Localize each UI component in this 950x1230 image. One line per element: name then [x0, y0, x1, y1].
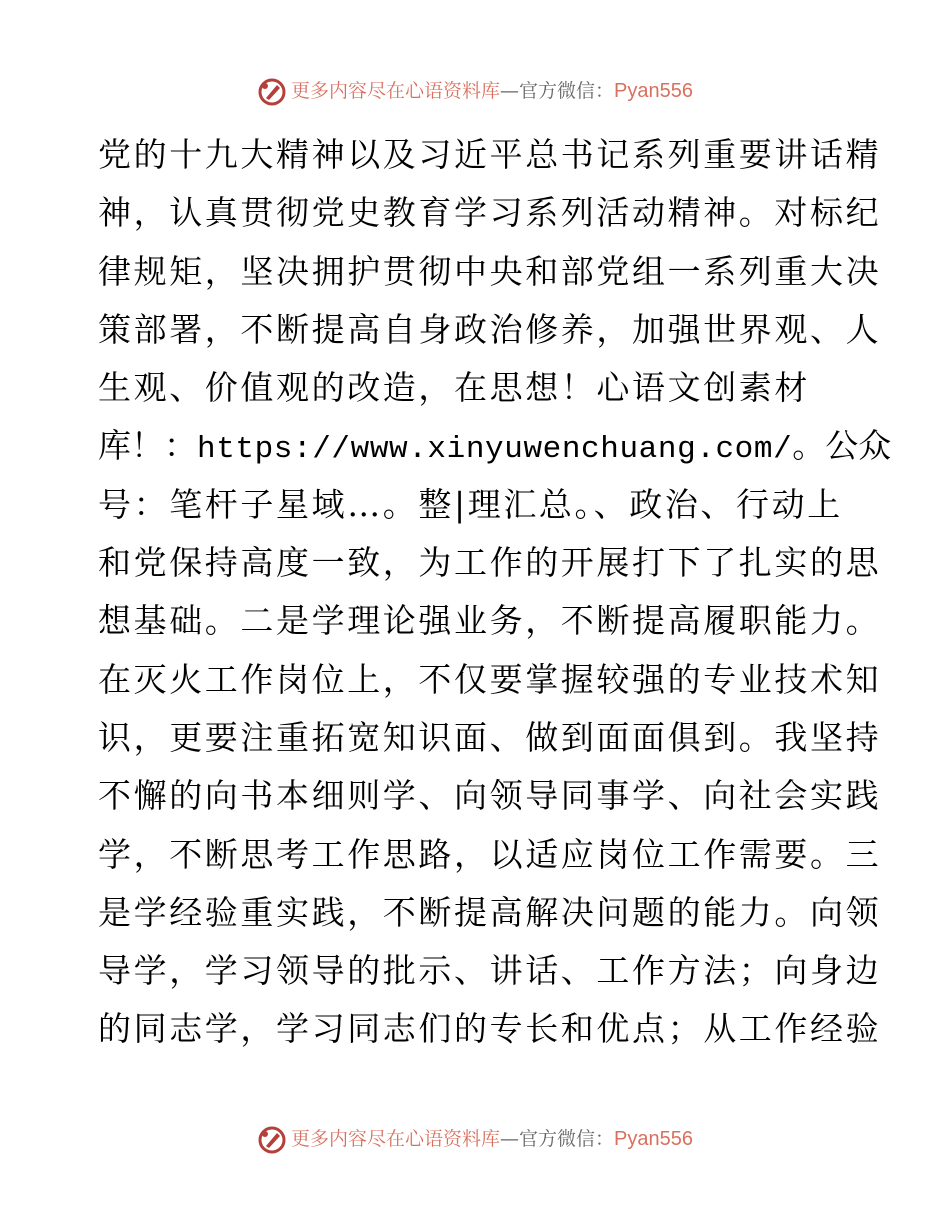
text-line: 在灭火工作岗位上，不仅要掌握较强的专业技术知 — [98, 659, 882, 699]
url-text: https://www.xinyuwenchuang.com/ — [197, 432, 793, 468]
header-site-text: 更多内容尽在心语资料库 — [291, 80, 501, 102]
document-body — [98, 126, 892, 1059]
pen-logo-icon — [257, 1125, 287, 1155]
header-dash: — — [500, 80, 520, 102]
text-line: 神，认真贯彻党史教育学习系列活动精神。对标纪 — [98, 193, 882, 233]
footer-wechat-id: Pyan556 — [614, 1128, 693, 1150]
header-wechat-label: 官方微信： — [519, 80, 615, 102]
footer-banner — [0, 1122, 950, 1156]
text-line: 律规矩，坚决拥护贯彻中央和部党组一系列重大决 — [98, 251, 882, 291]
text-line-url — [98, 417, 892, 475]
text-line: 是学经验重实践，不断提高解决问题的能力。向领 — [98, 892, 882, 932]
text-line: 导学，学习领导的批示、讲话、工作方法；向身边 — [98, 951, 882, 991]
text-line: 的同志学，学习同志们的专长和优点；从工作经验 — [98, 1009, 882, 1049]
text-line: 策部署，不断提高自身政治修养，加强世界观、人 — [98, 309, 882, 349]
text-line: 识，更要注重拓宽知识面、做到面面俱到。我坚持 — [98, 717, 882, 757]
text-line: 生观、价值观的改造，在思想！心语文创素材 — [98, 368, 810, 408]
pen-logo-icon — [257, 77, 287, 107]
text-line: 号：笔杆子星域…。整|理汇总。、政治、行动上 — [98, 484, 843, 524]
text-line: 党的十九大精神以及习近平总书记系列重要讲话精 — [98, 135, 882, 174]
text-segment: 库！： — [98, 426, 197, 466]
footer-site-text: 更多内容尽在心语资料库 — [291, 1128, 501, 1150]
text-line: 和党保持高度一致，为工作的开展打下了扎实的思 — [98, 543, 882, 583]
text-segment: 。公众 — [792, 426, 892, 466]
header-wechat-id: Pyan556 — [614, 80, 693, 102]
text-line: 不懈的向书本细则学、向领导同事学、向社会实践 — [98, 776, 882, 816]
text-line: 想基础。二是学理论强业务，不断提高履职能力。 — [98, 601, 882, 641]
text-line: 学，不断思考工作思路，以适应岗位工作需要。三 — [98, 834, 882, 874]
footer-dash: — — [500, 1128, 520, 1150]
footer-wechat-label: 官方微信： — [519, 1128, 615, 1150]
header-banner — [0, 74, 950, 108]
